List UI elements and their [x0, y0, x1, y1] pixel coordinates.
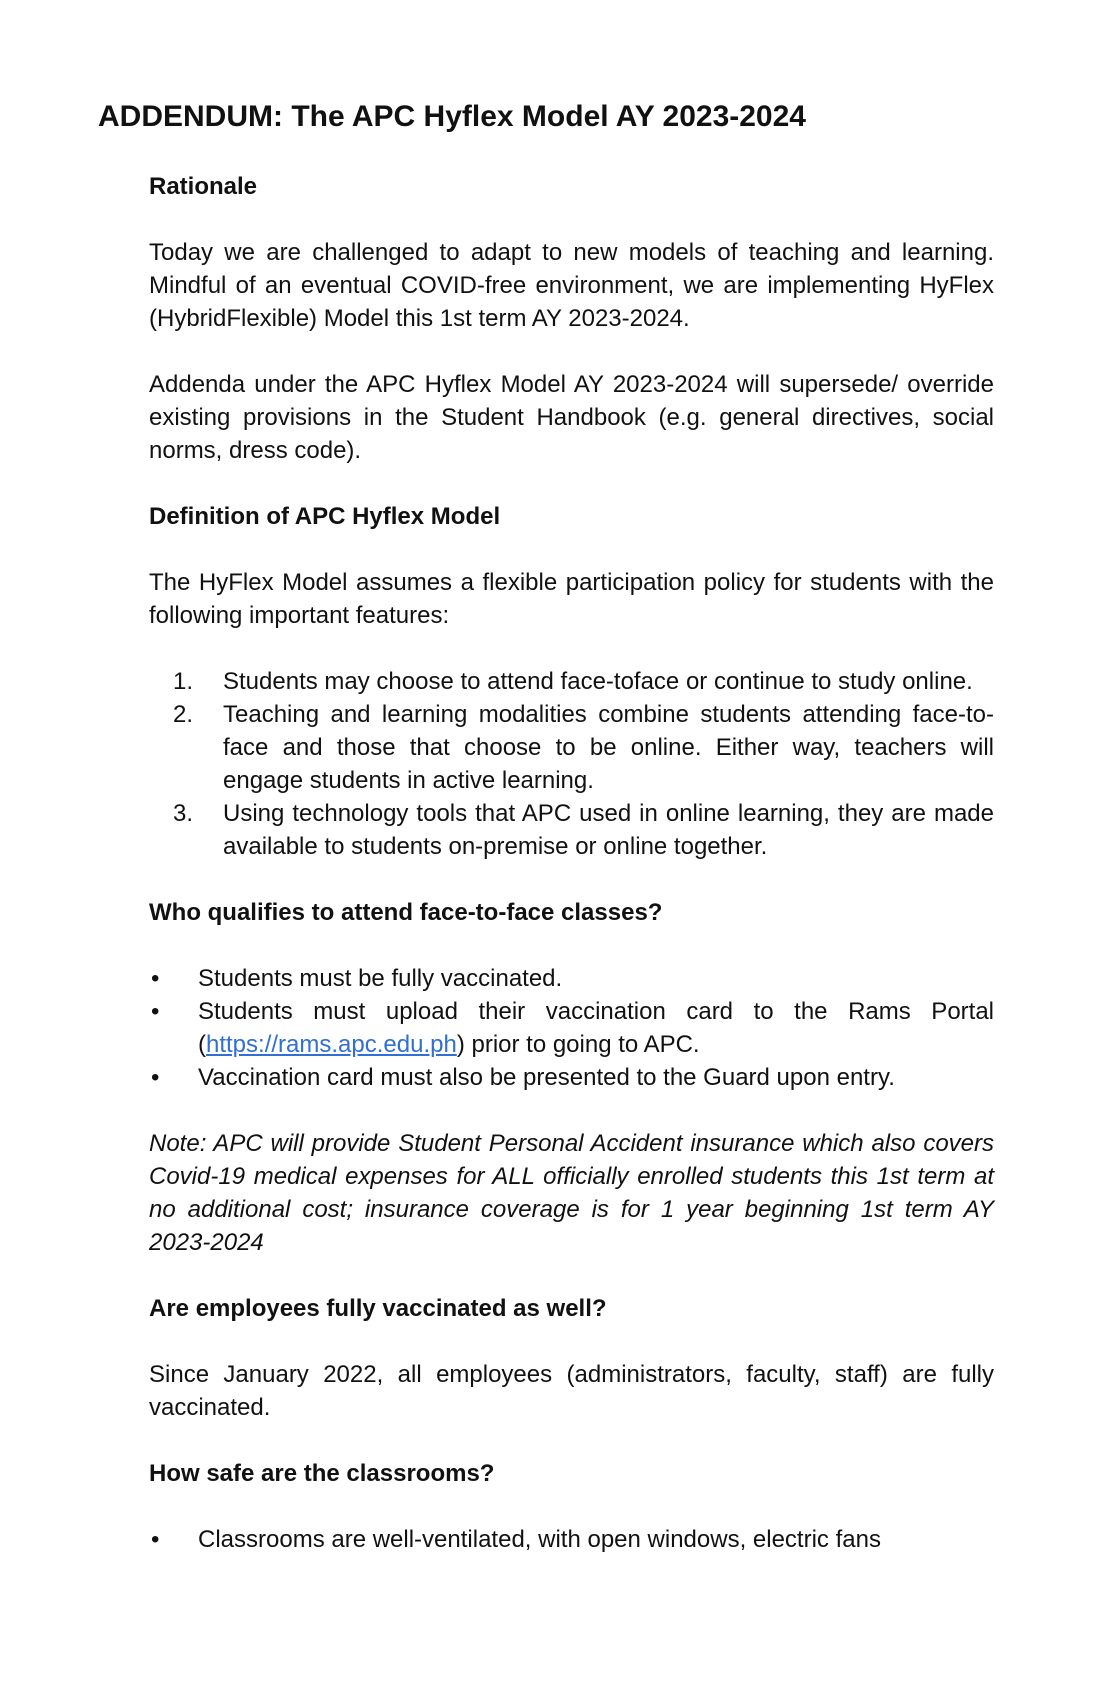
feature-text: Using technology tools that APC used in online learning, they are made available to students on-premise or online together.	[223, 800, 994, 860]
qualifies-item	[149, 1061, 994, 1094]
classrooms-list	[149, 1523, 994, 1556]
classrooms-item	[149, 1523, 994, 1556]
definition-heading: Definition of APC Hyflex Model	[149, 503, 501, 530]
qualifies-section	[149, 896, 994, 1259]
employees-section	[149, 1292, 994, 1424]
employees-text: Since January 2022, all employees (administrators, faculty, staff) are fully vaccinated.	[149, 1361, 994, 1421]
bullet-icon: •	[151, 998, 160, 1025]
qualifies-item-text: Students must be fully vaccinated.	[198, 965, 563, 992]
classrooms-item-text: Classrooms are well-ventilated, with open windows, electric fans	[198, 1526, 881, 1553]
rationale-heading: Rationale	[149, 173, 258, 200]
definition-section	[149, 500, 994, 863]
qualifies-list	[149, 962, 994, 1094]
qualifies-heading: Who qualifies to attend face-to-face classes?	[149, 899, 663, 926]
feature-number: 1.	[173, 668, 194, 695]
document-body	[149, 170, 994, 1589]
classrooms-heading: How safe are the classrooms?	[149, 1460, 495, 1487]
bullet-icon: •	[151, 1526, 160, 1553]
feature-item	[149, 698, 994, 797]
rationale-section	[149, 170, 994, 467]
features-list	[149, 665, 994, 863]
insurance-note: Note: APC will provide Student Personal Accident insurance which also covers Covid-19 medical expenses for ALL officially enrolled students this 1st term at no additional cost; insurance coverage is for 1 year beginning 1st term AY 2023-2024	[149, 1130, 994, 1256]
employees-heading: Are employees fully vaccinated as well?	[149, 1295, 607, 1322]
definition-intro: The HyFlex Model assumes a flexible participation policy for students with the following important features:	[149, 569, 994, 629]
qualifies-item	[149, 962, 994, 995]
qualifies-item	[149, 995, 994, 1061]
rationale-paragraph-2: Addenda under the APC Hyflex Model AY 2023-2024 will supersede/ override existing provisions in the Student Handbook (e.g. general directives, social norms, dress code).	[149, 371, 994, 464]
upload-text-after: ) prior to going to APC.	[456, 1031, 700, 1058]
bullet-icon: •	[151, 965, 160, 992]
rationale-paragraph-1: Today we are challenged to adapt to new models of teaching and learning. Mindful of an eventual COVID-free environment, we are implementing HyFlex (HybridFlexible) Model this 1st term AY 2023-2024.	[149, 239, 994, 332]
feature-text: Teaching and learning modalities combine students attending face-to-face and those that choose to be online. Either way, teachers will engage students in active learning.	[223, 701, 994, 794]
upload-text-before: Students must upload their vaccination card to the Rams Portal (	[198, 998, 994, 1058]
feature-item	[149, 797, 994, 863]
qualifies-item-text	[198, 998, 994, 1058]
bullet-icon: •	[151, 1064, 160, 1091]
feature-text: Students may choose to attend face-toface or continue to study online.	[223, 668, 973, 695]
feature-number: 3.	[173, 800, 194, 827]
rams-portal-link[interactable]: https://rams.apc.edu.ph	[206, 1031, 457, 1058]
qualifies-item-text: Vaccination card must also be presented to the Guard upon entry.	[198, 1064, 895, 1091]
classrooms-section	[149, 1457, 994, 1556]
feature-item	[149, 665, 994, 698]
feature-number: 2.	[173, 701, 194, 728]
page-title: ADDENDUM: The APC Hyflex Model AY 2023-2024	[98, 100, 806, 133]
